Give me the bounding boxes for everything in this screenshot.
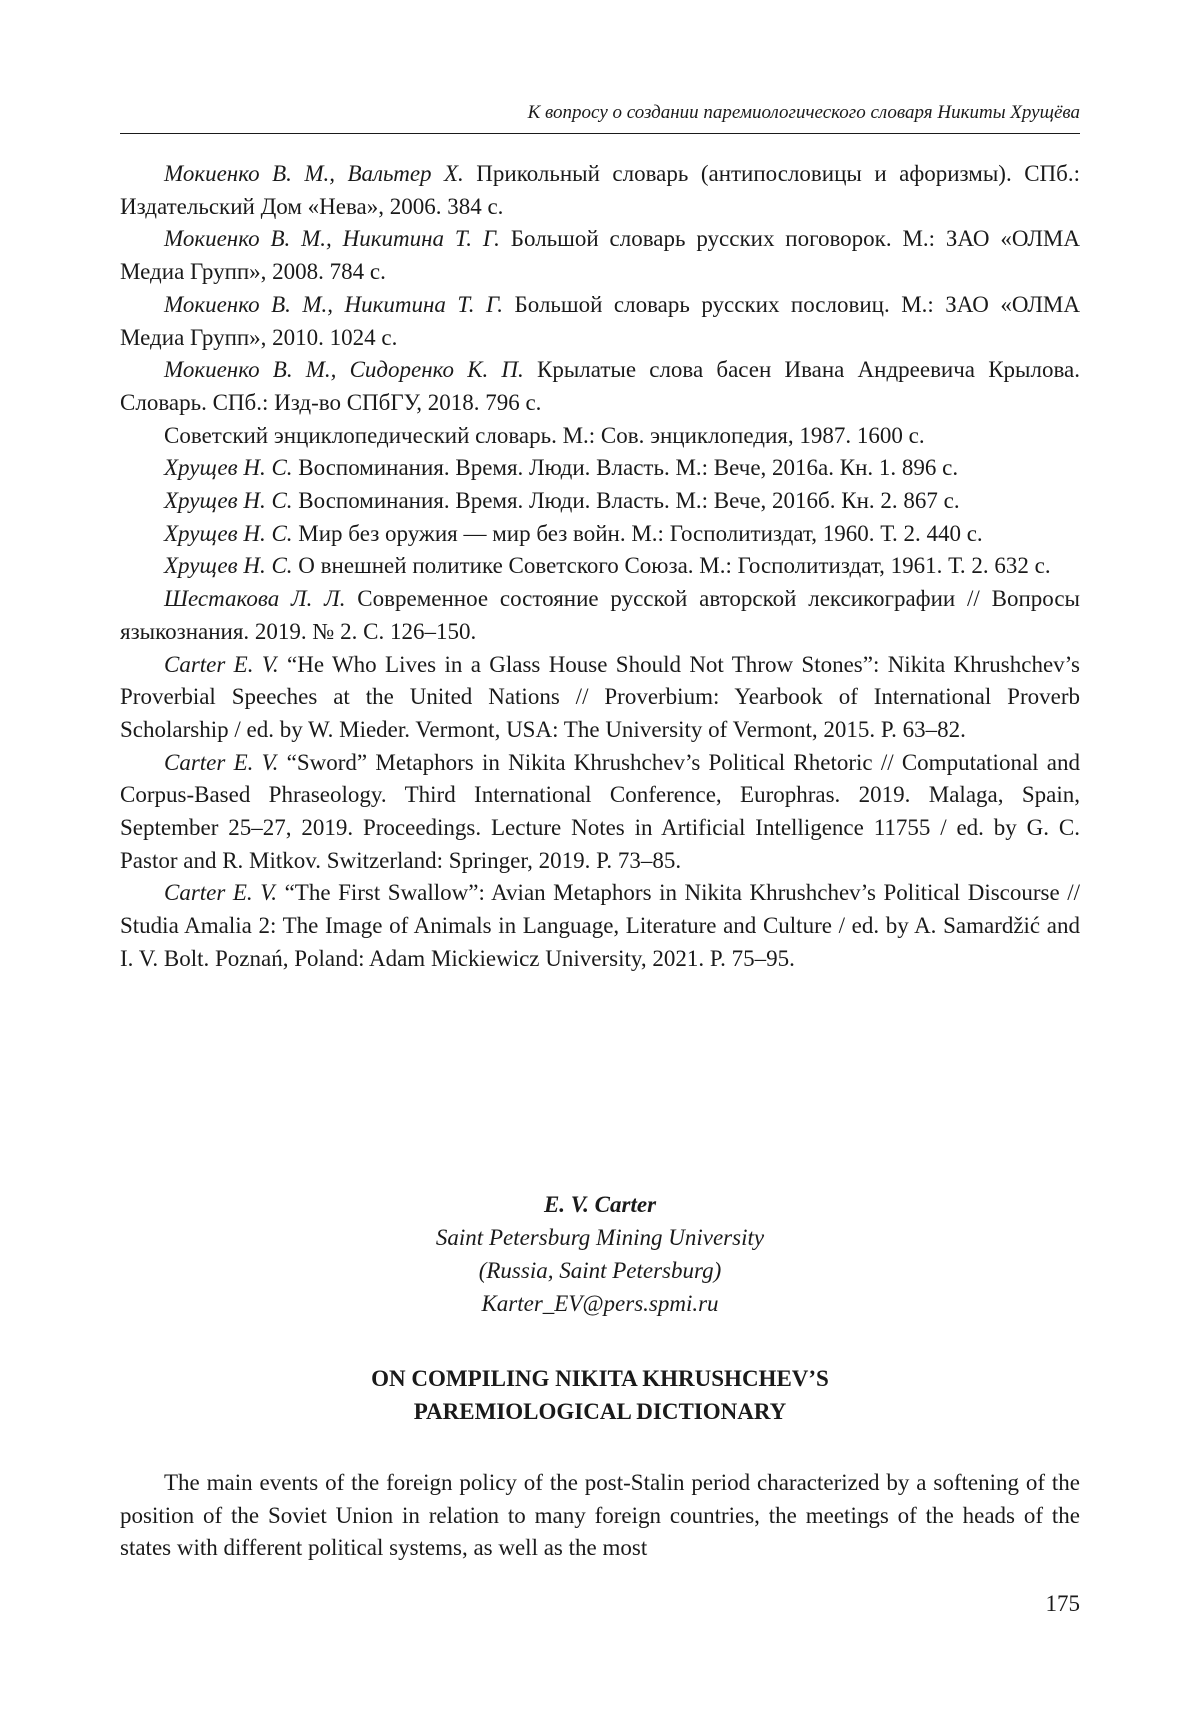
reference-author: Carter E. V. [164,880,278,906]
running-head: К вопросу о создании паремиологического словаря Никиты Хрущёва [527,102,1080,123]
author-location: (Russia, Saint Petersburg) [478,1258,722,1283]
reference-item [120,420,1080,453]
reference-author: Хрущев Н. С. [164,455,293,481]
reference-text: Советский энциклопедический словарь. М.: Сов. энциклопедия, 1987. 1600 с. [164,422,925,448]
reference-text: Современное состояние русской авторской лексикографии // Вопросы языкознания. 2019. № 2. С. 126–150. [120,586,1080,644]
reference-text: О внешней политике Советского Союза. М.: Госполитиздат, 1961. Т. 2. 632 с. [292,553,1051,579]
reference-item [120,289,1080,354]
reference-item [120,649,1080,747]
reference-author: Шестакова Л. Л. [164,586,346,612]
reference-author: Хрущев Н. С. [164,520,293,546]
reference-item [120,485,1080,518]
reference-text: Большой словарь русских пословиц. М.: ЗАО «ОЛМА Медиа Групп», 2010. 1024 с. [120,291,1080,350]
reference-item [120,583,1080,648]
reference-author: Мокиенко В. М., Сидоренко К. П. [164,357,524,383]
reference-text: Воспоминания. Время. Люди. Власть. М.: Вече, 2016а. Кн. 1. 896 с. [292,455,959,481]
reference-text: Крылатые слова басен Ивана Андреевича Крылова. Словарь. СПб.: Изд-во СПбГУ, 2018. 796 с. [120,357,1080,415]
reference-text: “The First Swallow”: Avian Metaphors in Nikita Khrushchev’s Political Discourse // Studia Amalia 2: The Image of Animals in Language, Literature and Culture / ed. by A. Samardžić and I. V. Bolt. Poznań, Poland: Adam Mickiewicz University, 2021. P. 75–95. [120,880,1080,971]
author-block [120,1188,1080,1320]
reference-author: Хрущев Н. С. [164,553,293,579]
reference-text: “Sword” Metaphors in Nikita Khrushchev’s Political Rhetoric // Computational and Corpus-Based Phraseology. Third International Conference, Europhras. 2019. Malaga, Spain, September 25–27, 2019. Proceedings. Lecture Notes in Artificial Intelligence 11755 / ed. by G. C. Pastor and R. Mitkov. Switzerland: Springer, 2019. P. 73–85. [120,749,1080,873]
article-title [120,1362,1080,1428]
author-affiliation: Saint Petersburg Mining University [435,1225,765,1250]
reference-text: Прикольный словарь (антипословицы и афоризмы). СПб.: Издательский Дом «Нева», 2006. 384 с. [120,161,1080,219]
reference-item [120,747,1080,878]
reference-author: Carter E. V. [164,651,279,677]
reference-author: Carter E. V. [164,749,279,775]
reference-text: “He Who Lives in a Glass House Should Not Throw Stones”: Nikita Khrushchev’s Proverbial Speeches at the United Nations // Proverbium: Yearbook of International Proverb Scholarship / ed. by W. Mieder. Vermont, USA: The University of Vermont, 2015. P. 63–82. [120,651,1080,742]
reference-text: Мир без оружия — мир без войн. М.: Госполитиздат, 1960. Т. 2. 440 с. [292,520,983,546]
reference-item [120,518,1080,551]
reference-text: Воспоминания. Время. Люди. Власть. М.: Вече, 2016б. Кн. 2. 867 с. [292,488,960,514]
reference-author: Мокиенко В. М., Никитина Т. Г. [164,226,500,252]
reference-author: Мокиенко В. М., Вальтер Х. [164,161,464,186]
reference-item [120,223,1080,288]
reference-item [120,354,1080,419]
reference-text: Большой словарь русских поговорок. М.: ЗАО «ОЛМА Медиа Групп», 2008. 784 с. [120,226,1080,285]
abstract-paragraph: The main events of the foreign policy of the post-Stalin period characterized by a softening of the position of the Soviet Union in relation to many foreign countries, the meetings of the heads of the states with different political systems, as well as the most [120,1470,1080,1561]
reference-author: Хрущев Н. С. [164,488,293,514]
reference-item [120,550,1080,583]
article-title-line: PAREMIOLOGICAL DICTIONARY [413,1399,787,1424]
reference-list [120,158,1080,976]
author-name: E. V. Carter [543,1192,657,1217]
reference-item [120,158,1080,223]
header-rule [120,133,1080,134]
reference-item [120,877,1080,975]
page-number: 175 [1045,1591,1080,1616]
reference-item [120,452,1080,485]
author-email: Karter_EV@pers.spmi.ru [481,1291,719,1316]
article-title-line: ON COMPILING NIKITA KHRUSHCHEV’S [371,1366,829,1391]
reference-author: Мокиенко В. М., Никитина Т. Г. [164,291,504,317]
